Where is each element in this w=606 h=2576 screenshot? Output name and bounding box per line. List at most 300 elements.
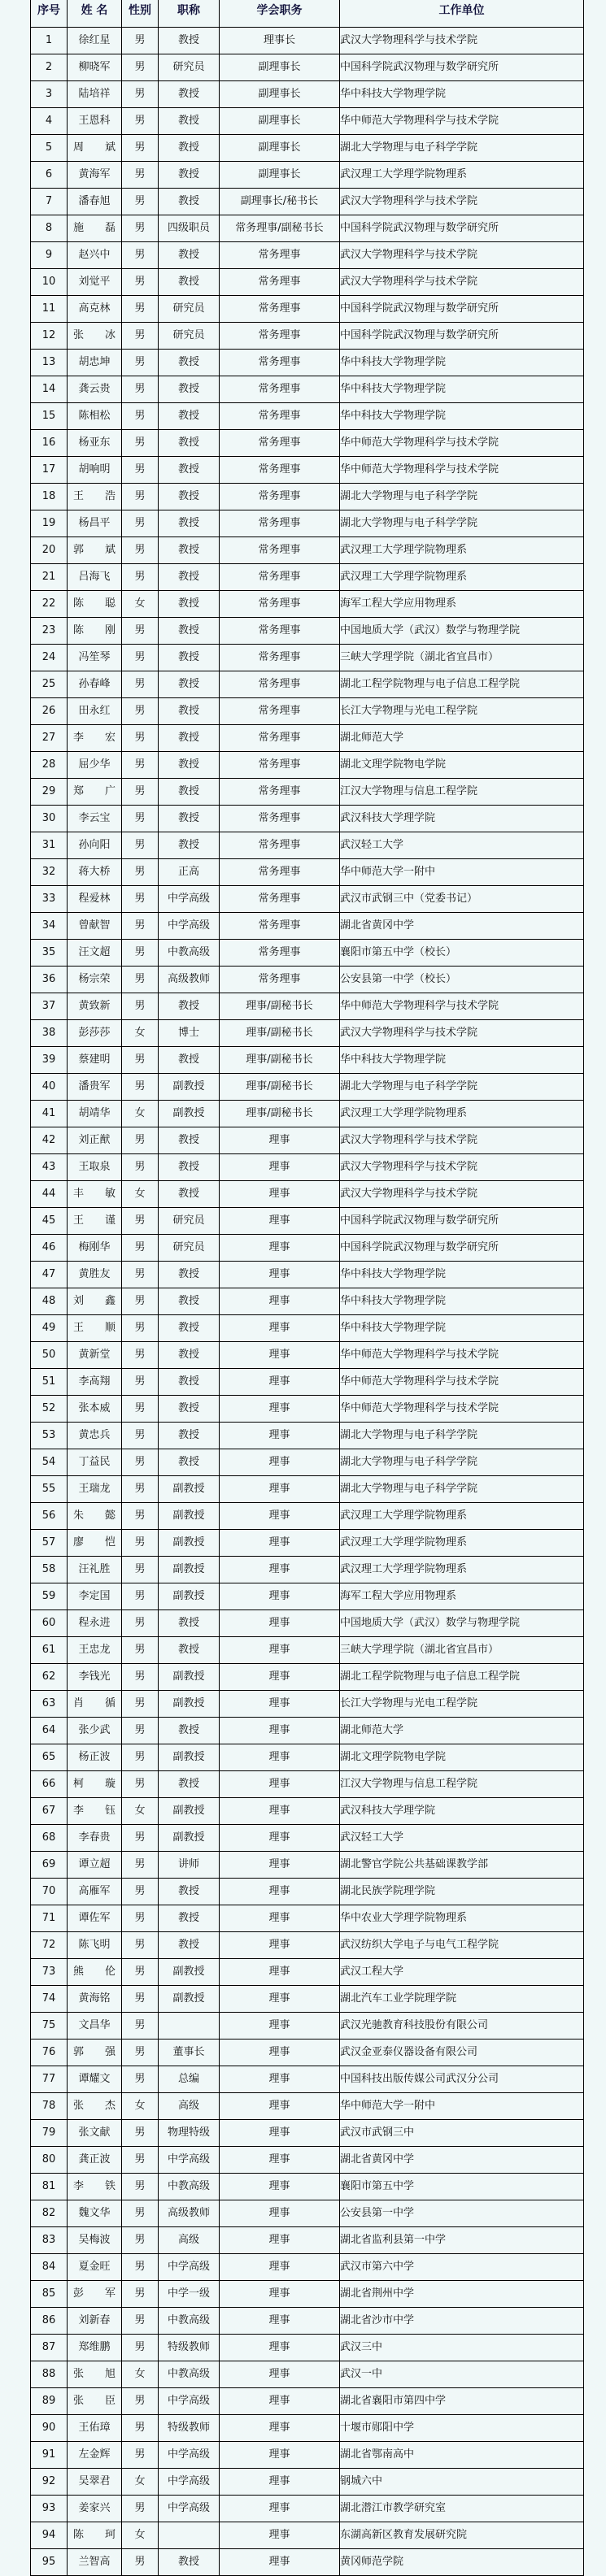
- member-society-role: 理事: [220, 1315, 340, 1342]
- row-number: 87: [31, 2335, 68, 2361]
- member-society-role: 理事: [220, 2013, 340, 2040]
- header-gender: 性别: [122, 0, 159, 28]
- member-work-unit: 江汉大学物理与信息工程学院: [340, 779, 584, 806]
- member-gender: 男: [122, 671, 159, 698]
- row-number: 26: [31, 698, 68, 725]
- member-title: 副教授: [159, 1691, 220, 1718]
- member-society-role: 常务理事: [220, 510, 340, 537]
- member-name: 陈相松: [68, 403, 122, 430]
- member-society-role: 理事/副秘书长: [220, 1020, 340, 1047]
- member-gender: 男: [122, 457, 159, 484]
- row-number: 91: [31, 2442, 68, 2469]
- row-number: 63: [31, 1691, 68, 1718]
- row-number: 80: [31, 2147, 68, 2174]
- member-society-role: 副理事长: [220, 135, 340, 162]
- table-row: [31, 2469, 584, 2496]
- member-name: 廖 恺: [68, 1530, 122, 1557]
- member-name: 王忠龙: [68, 1637, 122, 1664]
- table-row: [31, 1101, 584, 1127]
- member-name: 王佑璋: [68, 2415, 122, 2442]
- member-work-unit: 湖北汽车工业学院理学院: [340, 1986, 584, 2013]
- member-gender: 男: [122, 1664, 159, 1691]
- member-title: 总编: [159, 2066, 220, 2093]
- member-name: 冯笙琴: [68, 645, 122, 671]
- member-work-unit: 华中师范大学物理科学与技术学院: [340, 1396, 584, 1423]
- member-gender: 男: [122, 1879, 159, 1905]
- member-name: 杨正波: [68, 1744, 122, 1771]
- row-number: 86: [31, 2308, 68, 2335]
- member-gender: 男: [122, 1423, 159, 1449]
- table-row: [31, 350, 584, 376]
- member-title: 中教高级: [159, 2361, 220, 2388]
- row-number: 58: [31, 1557, 68, 1583]
- member-gender: 男: [122, 564, 159, 591]
- table-row: [31, 242, 584, 269]
- member-title: 教授: [159, 1315, 220, 1342]
- table-row: [31, 296, 584, 323]
- member-gender: 男: [122, 2174, 159, 2200]
- member-society-role: 理事: [220, 2227, 340, 2254]
- member-gender: 男: [122, 2254, 159, 2281]
- member-name: 汪文超: [68, 940, 122, 967]
- member-society-role: 理事: [220, 2254, 340, 2281]
- member-work-unit: 武汉市武钢三中（党委书记）: [340, 886, 584, 913]
- table-row: [31, 1744, 584, 1771]
- member-work-unit: 华中科技大学物理学院: [340, 1262, 584, 1288]
- table-row: [31, 1208, 584, 1235]
- member-name: 胡靖华: [68, 1101, 122, 1127]
- member-work-unit: 湖北大学物理与电子科学学院: [340, 135, 584, 162]
- member-gender: 男: [122, 2200, 159, 2227]
- member-title: 高级: [159, 2227, 220, 2254]
- member-gender: 男: [122, 1530, 159, 1557]
- table-row: [31, 1154, 584, 1181]
- member-title: 教授: [159, 1369, 220, 1396]
- member-gender: 男: [122, 2442, 159, 2469]
- member-society-role: 常务理事: [220, 564, 340, 591]
- row-number: 73: [31, 1959, 68, 1986]
- table-row: [31, 591, 584, 618]
- table-row: [31, 806, 584, 832]
- member-society-role: 理事: [220, 1530, 340, 1557]
- row-number: 42: [31, 1127, 68, 1154]
- member-work-unit: 武汉三中: [340, 2335, 584, 2361]
- member-title: 教授: [159, 1932, 220, 1959]
- member-gender: 男: [122, 269, 159, 296]
- member-gender: 男: [122, 967, 159, 993]
- member-work-unit: 湖北工程学院物理与电子信息工程学院: [340, 1664, 584, 1691]
- member-title: 副教授: [159, 1986, 220, 2013]
- member-title: 副教授: [159, 1074, 220, 1101]
- member-title: 教授: [159, 1449, 220, 1476]
- table-row: [31, 2040, 584, 2066]
- row-number: 9: [31, 242, 68, 269]
- member-name: 陈飞明: [68, 1932, 122, 1959]
- member-society-role: 常务理事: [220, 967, 340, 993]
- member-work-unit: 武汉大学物理科学与技术学院: [340, 1181, 584, 1208]
- member-name: 李云宝: [68, 806, 122, 832]
- row-number: 12: [31, 323, 68, 350]
- member-society-role: 常务理事: [220, 671, 340, 698]
- row-number: 49: [31, 1315, 68, 1342]
- member-title: 中教高级: [159, 2308, 220, 2335]
- member-title: 教授: [159, 1288, 220, 1315]
- member-gender: 男: [122, 215, 159, 242]
- member-work-unit: 武汉一中: [340, 2361, 584, 2388]
- member-work-unit: 武汉纺织大学电子与电气工程学院: [340, 1932, 584, 1959]
- member-gender: 男: [122, 1852, 159, 1879]
- member-society-role: 副理事长: [220, 54, 340, 81]
- member-title: 教授: [159, 618, 220, 645]
- member-title: 中学一级: [159, 2281, 220, 2308]
- row-number: 74: [31, 1986, 68, 2013]
- row-number: 7: [31, 189, 68, 215]
- member-gender: 女: [122, 2093, 159, 2120]
- table-row: [31, 2174, 584, 2200]
- member-title: 中学高级: [159, 2388, 220, 2415]
- member-society-role: 理事: [220, 2200, 340, 2227]
- member-society-role: 理事: [220, 1476, 340, 1503]
- member-society-role: 理事: [220, 1905, 340, 1932]
- member-society-role: 理事: [220, 2415, 340, 2442]
- header-work-unit: 工作单位: [340, 0, 584, 28]
- member-society-role: 理事: [220, 1423, 340, 1449]
- member-title: 教授: [159, 457, 220, 484]
- member-work-unit: 湖北潜江市教学研究室: [340, 2496, 584, 2522]
- member-society-role: 理事: [220, 1449, 340, 1476]
- row-number: 18: [31, 484, 68, 510]
- member-name: 蔡建明: [68, 1047, 122, 1074]
- member-society-role: 常务理事: [220, 779, 340, 806]
- table-row: [31, 1503, 584, 1530]
- member-title: 研究员: [159, 54, 220, 81]
- table-row: [31, 2093, 584, 2120]
- member-title: 中教高级: [159, 940, 220, 967]
- table-row: [31, 1181, 584, 1208]
- member-gender: 女: [122, 1181, 159, 1208]
- member-name: 张 旭: [68, 2361, 122, 2388]
- member-society-role: 理事: [220, 2308, 340, 2335]
- member-society-role: 理事: [220, 2522, 340, 2549]
- member-work-unit: 华中师范大学物理科学与技术学院: [340, 108, 584, 135]
- table-row: [31, 2361, 584, 2388]
- member-name: 文昌华: [68, 2013, 122, 2040]
- row-number: 77: [31, 2066, 68, 2093]
- table-row: [31, 779, 584, 806]
- row-number: 29: [31, 779, 68, 806]
- member-title: 教授: [159, 162, 220, 189]
- member-title: 研究员: [159, 323, 220, 350]
- row-number: 76: [31, 2040, 68, 2066]
- table-row: [31, 2147, 584, 2174]
- member-work-unit: 湖北师范大学: [340, 1718, 584, 1744]
- row-number: 79: [31, 2120, 68, 2147]
- member-gender: 男: [122, 1047, 159, 1074]
- row-number: 61: [31, 1637, 68, 1664]
- table-row: [31, 1020, 584, 1047]
- member-gender: 男: [122, 1744, 159, 1771]
- member-gender: 男: [122, 1557, 159, 1583]
- member-title: 高级教师: [159, 967, 220, 993]
- member-work-unit: 中国科学院武汉物理与数学研究所: [340, 323, 584, 350]
- member-work-unit: 武汉理工大学理学院物理系: [340, 1101, 584, 1127]
- table-row: [31, 1288, 584, 1315]
- member-name: 谭立超: [68, 1852, 122, 1879]
- member-society-role: 理事: [220, 1288, 340, 1315]
- header-society-role: 学会职务: [220, 0, 340, 28]
- table-row: [31, 2200, 584, 2227]
- member-gender: 男: [122, 806, 159, 832]
- table-row: [31, 484, 584, 510]
- member-gender: 男: [122, 242, 159, 269]
- row-number: 85: [31, 2281, 68, 2308]
- member-work-unit: 中国地质大学（武汉）数学与物理学院: [340, 618, 584, 645]
- member-work-unit: 武汉大学物理科学与技术学院: [340, 28, 584, 54]
- member-name: 熊 伦: [68, 1959, 122, 1986]
- member-name: 蒋大桥: [68, 859, 122, 886]
- row-number: 21: [31, 564, 68, 591]
- member-name: 张文献: [68, 2120, 122, 2147]
- member-gender: 男: [122, 1825, 159, 1852]
- row-number: 89: [31, 2388, 68, 2415]
- table-row: [31, 832, 584, 859]
- member-work-unit: 湖北警官学院公共基础课教学部: [340, 1852, 584, 1879]
- member-name: 高雁军: [68, 1879, 122, 1905]
- member-gender: 男: [122, 1262, 159, 1288]
- member-title: [159, 2013, 220, 2040]
- member-work-unit: 中国科学院武汉物理与数学研究所: [340, 296, 584, 323]
- member-work-unit: 武汉理工大学理学院物理系: [340, 537, 584, 564]
- member-gender: 男: [122, 2388, 159, 2415]
- member-title: 教授: [159, 189, 220, 215]
- member-title: 中学高级: [159, 913, 220, 940]
- member-work-unit: 武汉大学物理科学与技术学院: [340, 189, 584, 215]
- member-gender: 男: [122, 189, 159, 215]
- member-title: 博士: [159, 1020, 220, 1047]
- member-title: 教授: [159, 269, 220, 296]
- member-work-unit: 武汉理工大学理学院物理系: [340, 162, 584, 189]
- member-title: 教授: [159, 135, 220, 162]
- member-work-unit: 华中科技大学物理学院: [340, 403, 584, 430]
- header-name: 姓 名: [68, 0, 122, 28]
- member-title: 研究员: [159, 1235, 220, 1262]
- member-gender: 男: [122, 725, 159, 752]
- member-title: 教授: [159, 350, 220, 376]
- council-members-table: [30, 0, 584, 2576]
- member-society-role: 理事: [220, 1208, 340, 1235]
- member-society-role: 常务理事: [220, 484, 340, 510]
- member-work-unit: 华中师范大学物理科学与技术学院: [340, 993, 584, 1020]
- member-name: 潘春旭: [68, 189, 122, 215]
- member-name: 吴翠君: [68, 2469, 122, 2496]
- member-name: 高克林: [68, 296, 122, 323]
- member-title: 教授: [159, 2549, 220, 2576]
- row-number: 90: [31, 2415, 68, 2442]
- member-title: 董事长: [159, 2040, 220, 2066]
- table-row: [31, 135, 584, 162]
- member-society-role: 常务理事: [220, 591, 340, 618]
- row-number: 70: [31, 1879, 68, 1905]
- row-number: 6: [31, 162, 68, 189]
- row-number: 35: [31, 940, 68, 967]
- member-name: 曾献智: [68, 913, 122, 940]
- member-name: 姜家兴: [68, 2496, 122, 2522]
- member-gender: 男: [122, 1905, 159, 1932]
- row-number: 20: [31, 537, 68, 564]
- member-name: 李 铁: [68, 2174, 122, 2200]
- table-row: [31, 1986, 584, 2013]
- member-society-role: 理事: [220, 1610, 340, 1637]
- member-work-unit: 武汉市武钢三中: [340, 2120, 584, 2147]
- member-title: 中学高级: [159, 2254, 220, 2281]
- member-gender: 男: [122, 1369, 159, 1396]
- table-row: [31, 2335, 584, 2361]
- member-work-unit: 武汉理工大学理学院物理系: [340, 1503, 584, 1530]
- member-name: 张 杰: [68, 2093, 122, 2120]
- row-number: 94: [31, 2522, 68, 2549]
- member-society-role: 常务理事: [220, 323, 340, 350]
- row-number: 14: [31, 376, 68, 403]
- member-society-role: 理事: [220, 1959, 340, 1986]
- member-name: 王瑞龙: [68, 1476, 122, 1503]
- member-gender: 男: [122, 81, 159, 108]
- member-title: 中学高级: [159, 2469, 220, 2496]
- member-title: 教授: [159, 698, 220, 725]
- table-row: [31, 1127, 584, 1154]
- member-title: 副教授: [159, 1825, 220, 1852]
- member-title: 教授: [159, 645, 220, 671]
- row-number: 46: [31, 1235, 68, 1262]
- member-gender: 男: [122, 484, 159, 510]
- row-number: 78: [31, 2093, 68, 2120]
- row-number: 39: [31, 1047, 68, 1074]
- member-gender: 男: [122, 1986, 159, 2013]
- table-row: [31, 1262, 584, 1288]
- member-name: 王恩科: [68, 108, 122, 135]
- member-title: 教授: [159, 752, 220, 779]
- table-row: [31, 1664, 584, 1691]
- member-society-role: 理事: [220, 2361, 340, 2388]
- row-number: 82: [31, 2200, 68, 2227]
- member-work-unit: 湖北大学物理与电子科学学院: [340, 1423, 584, 1449]
- member-title: 教授: [159, 1342, 220, 1369]
- member-title: 副教授: [159, 1101, 220, 1127]
- member-name: 胡响明: [68, 457, 122, 484]
- member-gender: 男: [122, 1718, 159, 1744]
- member-name: 郑 广: [68, 779, 122, 806]
- member-work-unit: 中国科学院武汉物理与数学研究所: [340, 1208, 584, 1235]
- member-society-role: 理事: [220, 1262, 340, 1288]
- member-title: 副教授: [159, 1664, 220, 1691]
- member-society-role: 理事: [220, 2066, 340, 2093]
- member-work-unit: 华中师范大学一附中: [340, 859, 584, 886]
- member-title: 教授: [159, 832, 220, 859]
- member-society-role: 常务理事/副秘书长: [220, 215, 340, 242]
- member-society-role: 理事: [220, 1852, 340, 1879]
- member-work-unit: 湖北大学物理与电子科学学院: [340, 510, 584, 537]
- member-work-unit: 武汉工程大学: [340, 1959, 584, 1986]
- row-number: 24: [31, 645, 68, 671]
- member-name: 柳晓军: [68, 54, 122, 81]
- member-gender: 男: [122, 1396, 159, 1423]
- table-row: [31, 1530, 584, 1557]
- table-row: [31, 1798, 584, 1825]
- member-name: 程永进: [68, 1610, 122, 1637]
- row-number: 45: [31, 1208, 68, 1235]
- member-work-unit: 湖北省沙市中学: [340, 2308, 584, 2335]
- row-number: 25: [31, 671, 68, 698]
- member-gender: 男: [122, 2281, 159, 2308]
- row-number: 31: [31, 832, 68, 859]
- member-society-role: 理事: [220, 1342, 340, 1369]
- member-work-unit: 湖北省黄冈中学: [340, 913, 584, 940]
- row-number: 84: [31, 2254, 68, 2281]
- row-number: 13: [31, 350, 68, 376]
- member-work-unit: 武汉大学物理科学与技术学院: [340, 1127, 584, 1154]
- table-row: [31, 2066, 584, 2093]
- member-gender: 男: [122, 1771, 159, 1798]
- table-row: [31, 537, 584, 564]
- table-header-row: [31, 0, 584, 28]
- member-society-role: 理事: [220, 2469, 340, 2496]
- member-gender: 男: [122, 1235, 159, 1262]
- table-row: [31, 2549, 584, 2576]
- member-work-unit: 长江大学物理与光电工程学院: [340, 698, 584, 725]
- member-society-role: 理事: [220, 1825, 340, 1852]
- member-name: 王 浩: [68, 484, 122, 510]
- member-gender: 男: [122, 537, 159, 564]
- table-row: [31, 1959, 584, 1986]
- member-work-unit: 华中师范大学物理科学与技术学院: [340, 430, 584, 457]
- table-row: [31, 913, 584, 940]
- member-name: 彭 军: [68, 2281, 122, 2308]
- member-work-unit: 湖北大学物理与电子科学学院: [340, 1074, 584, 1101]
- member-society-role: 常务理事: [220, 886, 340, 913]
- member-society-role: 理事: [220, 1932, 340, 1959]
- member-work-unit: 中国科技出版传媒公司武汉分公司: [340, 2066, 584, 2093]
- row-number: 16: [31, 430, 68, 457]
- row-number: 37: [31, 993, 68, 1020]
- member-gender: 男: [122, 1503, 159, 1530]
- member-title: 副教授: [159, 1744, 220, 1771]
- member-gender: 男: [122, 2308, 159, 2335]
- table-row: [31, 1852, 584, 1879]
- row-number: 38: [31, 1020, 68, 1047]
- row-number: 40: [31, 1074, 68, 1101]
- member-work-unit: 公安县第一中学: [340, 2200, 584, 2227]
- member-name: 张 臣: [68, 2388, 122, 2415]
- member-work-unit: 襄阳市第五中学: [340, 2174, 584, 2200]
- member-society-role: 常务理事: [220, 430, 340, 457]
- member-society-role: 理事: [220, 1235, 340, 1262]
- member-work-unit: 湖北工程学院物理与电子信息工程学院: [340, 671, 584, 698]
- table-row: [31, 2227, 584, 2254]
- row-number: 5: [31, 135, 68, 162]
- member-title: 特级教师: [159, 2335, 220, 2361]
- table-row: [31, 2388, 584, 2415]
- member-work-unit: 武汉轻工大学: [340, 1825, 584, 1852]
- member-work-unit: 湖北大学物理与电子科学学院: [340, 1476, 584, 1503]
- member-gender: 男: [122, 1449, 159, 1476]
- table-row: [31, 967, 584, 993]
- member-work-unit: 长江大学物理与光电工程学院: [340, 1691, 584, 1718]
- row-number: 19: [31, 510, 68, 537]
- member-gender: 男: [122, 1610, 159, 1637]
- member-title: 教授: [159, 403, 220, 430]
- row-number: 56: [31, 1503, 68, 1530]
- member-name: 刘 鑫: [68, 1288, 122, 1315]
- member-name: 吴梅波: [68, 2227, 122, 2254]
